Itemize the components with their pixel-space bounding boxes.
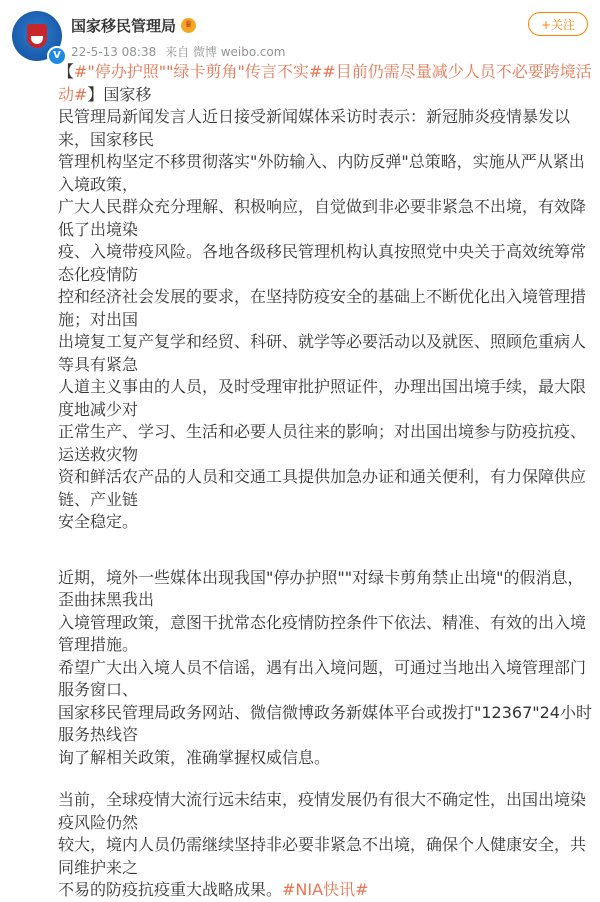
paragraph-3 [58,789,594,902]
follow-button[interactable]: +关注 [528,12,588,36]
timestamp[interactable]: 22-5-13 08:38 [71,45,157,59]
post-line: 广大人民群众充分理解、积极响应，自觉做到非必要非紧急不出境，有效降低了出境染 [58,197,587,239]
post-line: 正常生产、学习、生活和必要人员往来的影响；对出国出境参与防疫抗疫、运送救灾物 [58,422,587,464]
post-line: 民管理局新闻发言人近日接受新闻媒体采访时表示：新冠肺炎疫情暴发以来，国家移民 [58,107,571,149]
post-line: 国家移民管理局政务网站、微信微博政务新媒体平台或拨打"12367"24小时服务热线咨 [58,702,592,744]
post-line: 入境管理政策，意图干扰常态化疫情防控条件下依法、精准、有效的出入境管理措施。 [58,612,587,654]
hashtag-link[interactable]: #NIA快讯# [282,880,369,899]
post-meta [71,43,290,60]
post-line: 近期，境外一些媒体出现我国"停办护照""对绿卡剪角禁止出境"的假消息，歪曲抹黑我出 [58,567,584,609]
hashtag-link[interactable]: #"停办护照""绿卡剪角"传言不实# [74,62,323,81]
member-crown-icon: ♛ [181,18,196,33]
account-name[interactable]: 国家移民管理局 [71,17,177,35]
post-line: 出境复工复产复学和经贸、科研、就学等必要活动以及就医、照顾危重病人等具有紧急 [58,332,587,374]
post-line: 当前，全球疫情大流行远未结束，疫情发展仍有很大不确定性，出国出境染疫风险仍然 [58,790,587,832]
post-line: 希望广大出入境人员不信谣，遇有出入境问题，可通过当地出入境管理部门服务窗口、 [58,657,587,699]
paragraph-1 [58,61,594,534]
post-text: 不易的防疫抗疫重大战略成果。 [58,880,283,899]
paragraph-2 [58,567,594,770]
post-line: 资和鲜活农产品的人员和交通工具提供加急办证和通关便利，有力保障供应链、产业链 [58,467,587,509]
post-line: 人道主义事由的人员，及时受理审批护照证件，办理出国出境手续，最大限度地减少对 [58,377,587,419]
post-line: 安全稳定。 [58,512,139,531]
verified-badge-icon: V [47,46,67,66]
bracket: 】国家移 [87,84,152,104]
post-source: 来自 微博 weibo.com [165,45,286,59]
post-line: 管理机构坚定不移贯彻落实"外防输入、内防反弹"总策略，实施从严从紧出入境政策， [58,152,585,194]
account-name-row [71,15,196,36]
post-line: 较大，境内人员仍需继续坚持非必要非紧急不出境，确保个人健康安全，共同维护来之 [58,835,587,877]
emblem-icon [27,24,47,48]
bracket: 【 [58,62,75,81]
post-line: 询了解相关政策，准确掌握权威信息。 [58,747,331,767]
post-line: 疫、入境带疫风险。各地各级移民管理机构认真按照党中央关于高效统筹常态化疫情防 [58,242,587,284]
post-line [58,879,594,902]
hashtag-link[interactable]: #目前仍需尽量减少人员不必要跨境活动# [58,62,592,104]
post-content [58,61,594,902]
post-line [58,61,594,106]
post-line: 控和经济社会发展的要求，在坚持防疫安全的基础上不断优化出入境管理措施；对出国 [58,287,587,329]
